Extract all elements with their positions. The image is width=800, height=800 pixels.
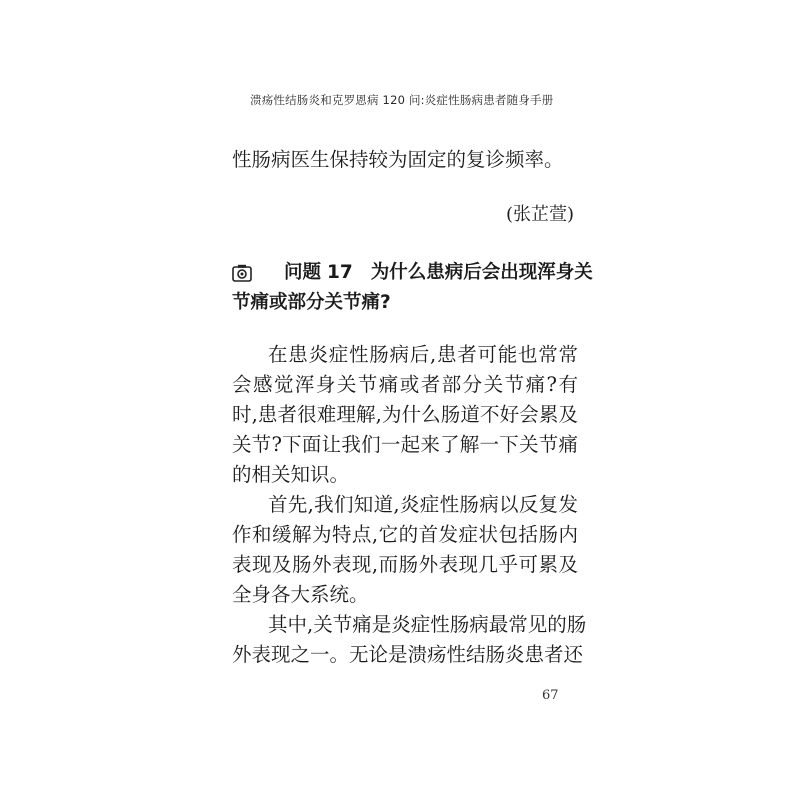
body-text-line: 在患炎症性肠病后,患者可能也常常 — [268, 343, 578, 366]
body-text-line: 全身各大系统。 — [232, 583, 369, 606]
author-attribution: (张芷萱) — [505, 204, 574, 225]
body-text-line: 外表现之一。无论是溃疡性结肠炎患者还 — [232, 643, 584, 666]
camera-icon — [232, 264, 252, 282]
body-text-line: 其中,关节痛是炎症性肠病最常见的肠 — [268, 613, 587, 636]
question-title-line2: 节痛或部分关节痛? — [232, 292, 391, 313]
question-title-line1: 为什么患病后会出现浑身关 — [370, 262, 593, 283]
page-number: 67 — [542, 688, 559, 703]
body-text-line: 的相关知识。 — [232, 463, 350, 486]
question-number: 17 — [327, 262, 353, 283]
body-text-line: 会感觉浑身关节痛或者部分关节痛?有 — [232, 373, 578, 396]
body-text-line: 关节?下面让我们一起来了解一下关节痛 — [232, 433, 578, 456]
question-label: 问题 — [284, 262, 322, 283]
running-header: 溃疡性结肠炎和克罗恩病 120 问:炎症性肠病患者随身手册 — [250, 93, 554, 107]
body-text-line: 时,患者很难理解,为什么肠道不好会累及 — [232, 403, 578, 426]
body-text-line: 首先,我们知道,炎症性肠病以反复发 — [268, 493, 578, 516]
body-text-line: 性肠病医生保持较为固定的复诊频率。 — [232, 148, 564, 171]
body-text-line: 表现及肠外表现,而肠外表现几乎可累及 — [232, 553, 578, 576]
question-heading — [258, 260, 604, 286]
body-text-line: 作和缓解为特点,它的首发症状包括肠内 — [232, 523, 578, 546]
